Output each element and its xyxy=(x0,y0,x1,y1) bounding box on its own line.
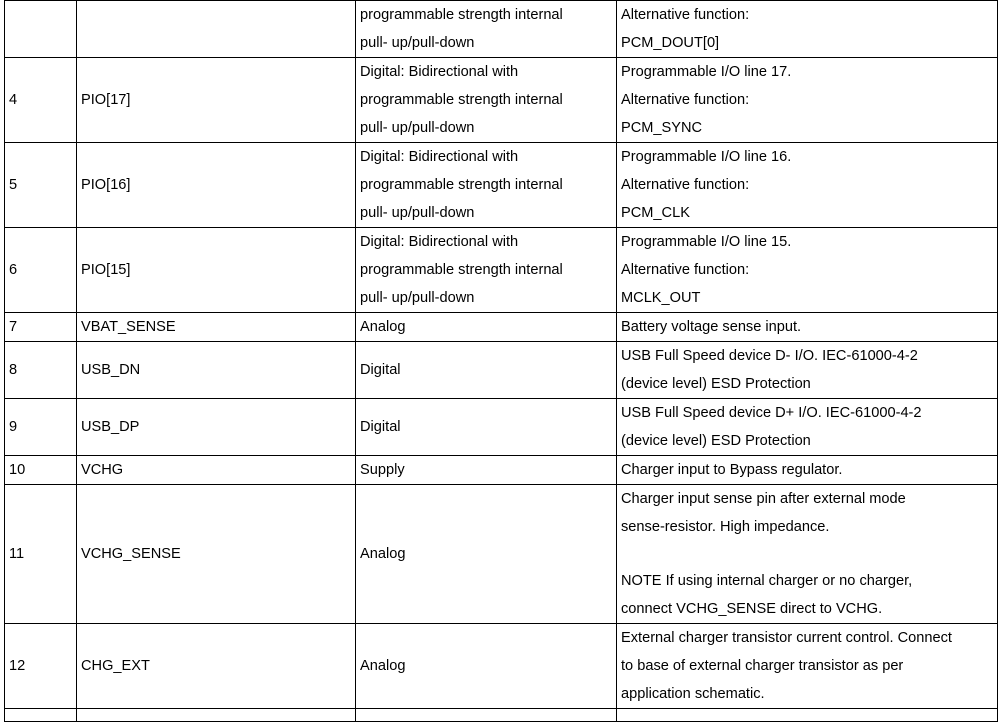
pin-type-cell xyxy=(356,456,617,485)
pin-type-cell: Analog xyxy=(356,624,617,709)
pin-number-cell xyxy=(5,709,77,722)
pin-description-cell xyxy=(617,313,998,342)
table-row xyxy=(5,342,998,399)
pin-type-line: pull- up/pull-down xyxy=(360,35,475,51)
table-row xyxy=(5,624,998,709)
pin-type-line: pull- up/pull-down xyxy=(360,120,475,136)
table-row xyxy=(5,456,998,485)
pin-description-line: Battery voltage sense input. xyxy=(621,319,802,335)
pin-number-cell: 9 xyxy=(5,399,77,456)
pin-type-line: programmable strength internal xyxy=(360,177,563,193)
pin-number-cell: 6 xyxy=(5,228,77,313)
pin-number-cell: 4 xyxy=(5,58,77,143)
pin-name-cell: VCHG_SENSE xyxy=(77,485,356,624)
pin-name-cell: USB_DN xyxy=(77,342,356,399)
pin-type-cell xyxy=(356,1,617,58)
pin-type-cell xyxy=(356,228,617,313)
pin-description-line: PCM_DOUT[0] xyxy=(621,35,720,51)
pin-type-line: Supply xyxy=(360,462,405,478)
pin-name-cell: PIO[15] xyxy=(77,228,356,313)
pin-description-cell xyxy=(617,342,998,399)
pin-description-line: Programmable I/O line 16. xyxy=(621,149,792,165)
pin-name-cell xyxy=(77,709,356,722)
pin-type-line: programmable strength internal xyxy=(360,92,563,108)
pin-type-line: Analog xyxy=(360,319,406,335)
pin-description-line: (device level) ESD Protection xyxy=(621,376,811,392)
pin-number-cell: 12 xyxy=(5,624,77,709)
pin-description-cell xyxy=(617,624,998,709)
pin-type-line: Digital: Bidirectional with xyxy=(360,234,519,250)
pin-type-cell: Digital xyxy=(356,399,617,456)
pin-description-cell xyxy=(617,399,998,456)
pin-description-line: NOTE If using internal charger or no charger, xyxy=(621,573,913,589)
pin-number-cell: 10 xyxy=(5,456,77,485)
pin-number-cell xyxy=(5,1,77,58)
pin-number-cell: 7 xyxy=(5,313,77,342)
pin-description-line: application schematic. xyxy=(621,686,765,702)
pin-description-line: USB Full Speed device D+ I/O. IEC-61000-4-2 xyxy=(621,405,922,421)
pin-name-cell: USB_DP xyxy=(77,399,356,456)
table-row xyxy=(5,1,998,58)
pin-description-line: Alternative function: xyxy=(621,92,750,108)
pin-type-cell xyxy=(356,58,617,143)
table-row xyxy=(5,485,998,624)
pin-description-line: (device level) ESD Protection xyxy=(621,433,811,449)
pin-description-line: MCLK_OUT xyxy=(621,290,701,306)
table-row xyxy=(5,143,998,228)
pin-number-cell: 8 xyxy=(5,342,77,399)
pin-description-line: External charger transistor current control. Connect xyxy=(621,630,952,646)
pin-description-line: Alternative function: xyxy=(621,7,750,23)
pin-description-cell xyxy=(617,485,998,624)
pin-table xyxy=(4,0,998,722)
table-row xyxy=(5,228,998,313)
pin-type-line: pull- up/pull-down xyxy=(360,205,475,221)
pin-description-line: sense-resistor. High impedance. xyxy=(621,519,830,535)
pin-description-cell xyxy=(617,228,998,313)
pin-name-cell: VBAT_SENSE xyxy=(77,313,356,342)
pin-description-line: Alternative function: xyxy=(621,262,750,278)
pin-number-cell: 11 xyxy=(5,485,77,624)
pin-name-cell: PIO[17] xyxy=(77,58,356,143)
pin-description-line: PCM_SYNC xyxy=(621,120,703,136)
table-row xyxy=(5,58,998,143)
pin-description-blank-line xyxy=(617,541,997,567)
pin-description-cell xyxy=(617,1,998,58)
pin-number-cell: 5 xyxy=(5,143,77,228)
pin-type-cell: Digital xyxy=(356,342,617,399)
pin-type-cell xyxy=(356,143,617,228)
pin-name-cell: VCHG xyxy=(77,456,356,485)
pin-description-line: Charger input sense pin after external mode xyxy=(621,491,906,507)
pin-name-cell: CHG_EXT xyxy=(77,624,356,709)
pin-description-line: Charger input to Bypass regulator. xyxy=(621,462,843,478)
pin-description-line: connect VCHG_SENSE direct to VCHG. xyxy=(621,601,883,617)
pin-type-line: programmable strength internal xyxy=(360,7,563,23)
pin-name-cell: PIO[16] xyxy=(77,143,356,228)
pin-name-cell xyxy=(77,1,356,58)
pin-description-line: PCM_CLK xyxy=(621,205,690,221)
pin-description-line: Alternative function: xyxy=(621,177,750,193)
pin-description-line: Programmable I/O line 17. xyxy=(621,64,792,80)
pin-description-line: USB Full Speed device D- I/O. IEC-61000-4-2 xyxy=(621,348,918,364)
table-row-partial xyxy=(5,709,998,722)
table-row xyxy=(5,313,998,342)
pin-type-line: programmable strength internal xyxy=(360,262,563,278)
pin-description-cell xyxy=(617,143,998,228)
pin-type-cell xyxy=(356,313,617,342)
pin-description-cell xyxy=(617,709,998,722)
pin-type-line: pull- up/pull-down xyxy=(360,290,475,306)
pin-type-cell: Analog xyxy=(356,485,617,624)
pin-description-cell xyxy=(617,456,998,485)
table-row xyxy=(5,399,998,456)
pin-type-line: Digital: Bidirectional with xyxy=(360,149,519,165)
pin-type-line: Digital: Bidirectional with xyxy=(360,64,519,80)
pin-description-line: Programmable I/O line 15. xyxy=(621,234,792,250)
pin-description-cell xyxy=(617,58,998,143)
pin-type-cell xyxy=(356,709,617,722)
pin-description-line: to base of external charger transistor as per xyxy=(621,658,904,674)
